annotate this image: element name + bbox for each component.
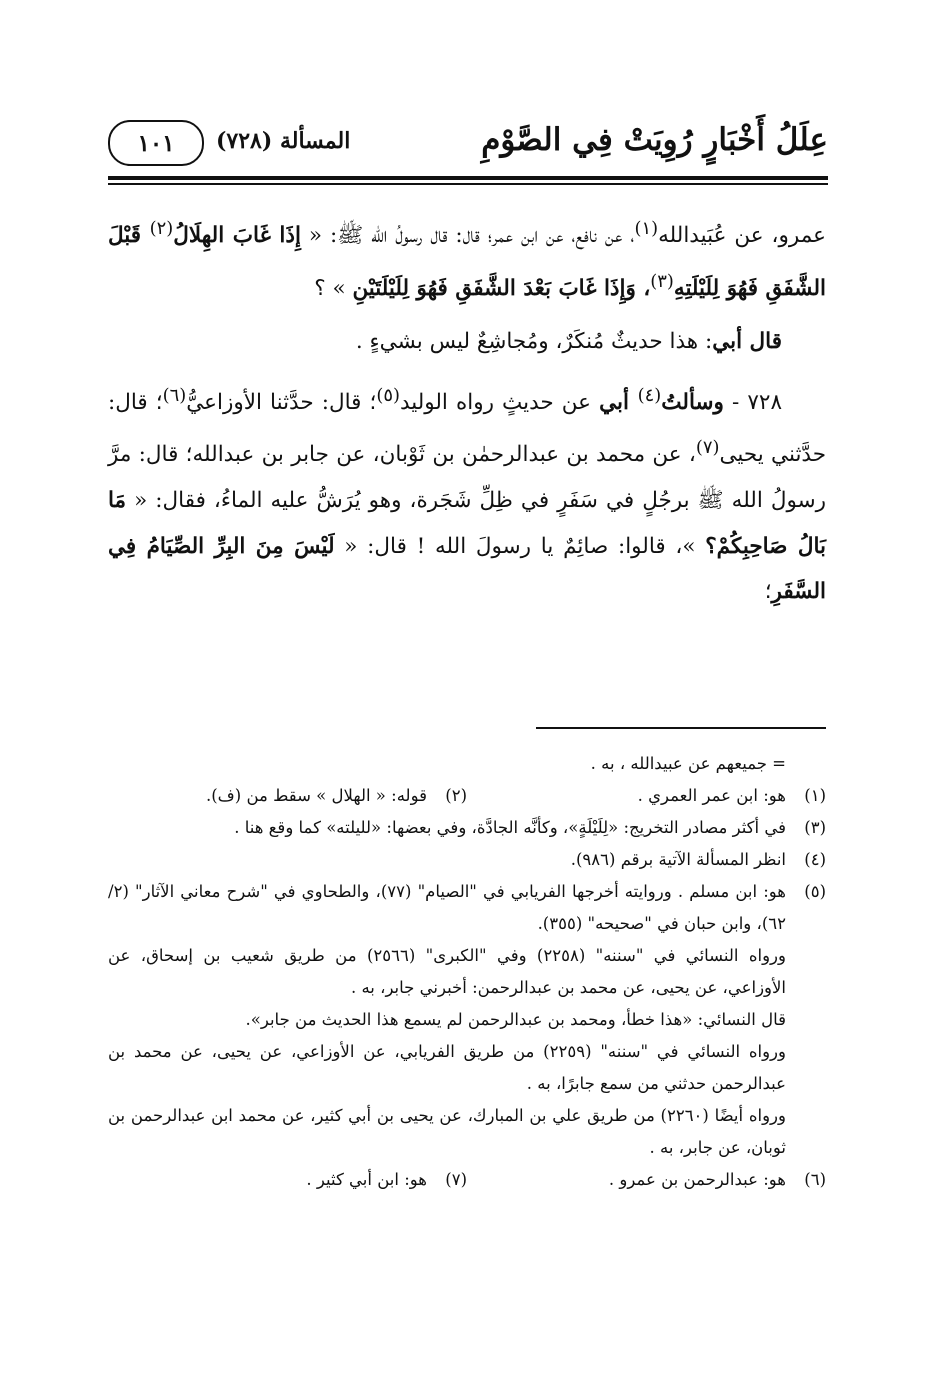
- footnote-ref: (٧): [695, 437, 720, 459]
- footnote-text: قوله: « الهلال » سقط من (ف).: [205, 786, 427, 805]
- paragraph-2: [108, 319, 826, 365]
- text-run: عن حديثٍ رواه الوليد: [399, 389, 600, 415]
- footnote-text: هو: عبدالرحمن بن عمرو .: [608, 1170, 786, 1189]
- masala-number: ٧٢٨ -: [723, 389, 782, 415]
- footnote-text: ورواه النسائي في "سننه" (٢٢٥٩) من طريق الفريابي، عن الأوزاعي، عن يحيى، عن محمد بن عبدالرحمن حدثني من سمع جابرًا، به .: [108, 1042, 786, 1093]
- page-header: [108, 120, 828, 172]
- text-run: ؛ قال: حدَّثنا الأوزاعيُّ: [186, 389, 377, 415]
- hadith-text: مَا بَالُ صَاحِبِكُمْ؟: [108, 488, 826, 559]
- footnote-text: هو: ابن أبي كثير .: [306, 1170, 427, 1189]
- text-run: عمرو، عن عُبَيدالله: [658, 223, 826, 249]
- hadith-text: ، وَإِذَا غَابَ بَعْدَ الشَّفَقِ فَهُوَ لِلَيْلَتَيْنِ: [352, 275, 651, 301]
- paragraph-1: [108, 206, 826, 311]
- hadith-text: لَيْسَ مِنَ البِرِّ الصِّيَامُ فِي السَّفَرِ: [108, 533, 826, 605]
- footnote-text: ورواه النسائي في "سننه" (٢٢٥٨) وفي "الكبرى" (٢٥٦٦) من طريق شعيب بن إسحاق، عن الأوزاعي، عن يحيى، عن محمد بن عبدالرحمن: أخبرني جابر، به .: [108, 946, 786, 997]
- footnote-row-1-2: [108, 780, 826, 812]
- text-run: ؛ قال: حدَّثني يحيى: [108, 389, 827, 468]
- footnote-text: هو: ابن عمر العمري .: [637, 786, 786, 805]
- footnote-number: (٥): [804, 882, 826, 901]
- text-run: ؛: [764, 579, 772, 605]
- masala-label: المسألة (٧٢٨): [216, 128, 351, 154]
- footnote-ref: (٤): [637, 384, 662, 406]
- footnote-ref: (٥): [376, 384, 400, 406]
- footnote-3: [108, 812, 826, 844]
- footnote-number: (٤): [804, 850, 826, 869]
- footnote-text: في أكثر مصادر التخريج: «لِلَيْلَةٍ»، وكأنَّه الجادَّة، وفي بعضها: «لليلته» كما وقع هنا .: [234, 818, 786, 837]
- footnote-ref: (٣): [650, 270, 674, 292]
- text-run: » ؟: [314, 275, 353, 301]
- footnote-number: (٣): [804, 818, 826, 837]
- hadith-text: قَبْلَ الشَّفَقِ فَهُوَ لِلَيْلَتِهِ: [108, 223, 826, 301]
- footnote-row-6-7: [108, 1164, 826, 1196]
- footnote-4: [108, 844, 826, 876]
- footnote-5-para: [108, 940, 826, 1004]
- footnote-5-para: [108, 1100, 826, 1164]
- hadith-text: إِذَا غَابَ الهِلَالُ: [173, 223, 301, 249]
- footnote-text: انظر المسألة الآتية برقم (٩٨٦).: [570, 850, 786, 869]
- main-text: [108, 206, 826, 615]
- footnote-continuation: = جميعهم عن عبيدالله ، به .: [590, 754, 786, 773]
- book-title: عِلَلُ أَخْبَارٍ رُوِيَتْ فِي الصَّوْمِ: [481, 122, 828, 158]
- paragraph-3: [108, 373, 826, 615]
- page-number: ١٠١: [108, 120, 204, 166]
- text-run: ، عن نافع، عن ابن عمر؛ قال: قال رسولُ الله ﷺ: «: [300, 223, 635, 249]
- question-lead: وسألتُ: [661, 389, 724, 415]
- footnote-text: ورواه أيضًا (٢٢٦٠) من طريق علي بن المبارك، عن يحيى بن أبي كثير، عن محمد ابن عبدالرحمن بن ثوبان، عن جابر، به .: [108, 1106, 786, 1157]
- footnote-5: [108, 876, 826, 940]
- footnote-number: (١): [804, 786, 826, 805]
- footnote-ref: (٦): [162, 384, 187, 406]
- footnote-5-para: [108, 1036, 826, 1100]
- footnote-text: قال النسائي: «هذا خطأ، ومحمد بن عبدالرحمن لم يسمع هذا الحديث من جابر».: [245, 1010, 786, 1029]
- text-run: ، عن محمد بن عبدالرحمٰن بن ثَوْبان، عن جابر بن عبدالله؛ قال: مرَّ رسولُ الله ﷺ برجُلٍ في سَفَرٍ في ظِلِّ شَجَرة، وهو يُرَشُّ عليه الماءُ، فقال: «: [108, 442, 826, 514]
- footnote-5-para: [108, 1004, 826, 1036]
- footnote-text: هو: ابن مسلم . وروايته أخرجها الفريابي في "الصيام" (٧٧)، والطحاوي في "شرح معاني الآثار" (٢/ ٦٢)، وابن حبان في "صحيحه" (٣٥٥).: [108, 882, 787, 933]
- footnote-ref: (١): [634, 218, 659, 239]
- header-rule-thin: [108, 183, 828, 185]
- text-run: : هذا حديثٌ مُنكَرٌ، ومُجاشِعٌ ليس بشيءٍ .: [355, 329, 713, 355]
- footnote-separator: [536, 727, 826, 729]
- text-run: »، قالوا: صائِمٌ يا رسولَ الله ! قال: «: [334, 533, 706, 559]
- header-rule-thick: [108, 176, 828, 180]
- speaker-label: قال أبي: [712, 329, 782, 355]
- footnote-number: (٢): [445, 786, 467, 805]
- footnote-number: (٦): [804, 1170, 826, 1189]
- footnote-number: (٧): [445, 1170, 467, 1189]
- footnotes: [108, 748, 826, 1196]
- question-lead: أبي: [599, 389, 638, 415]
- footnote-ref: (٢): [149, 218, 174, 239]
